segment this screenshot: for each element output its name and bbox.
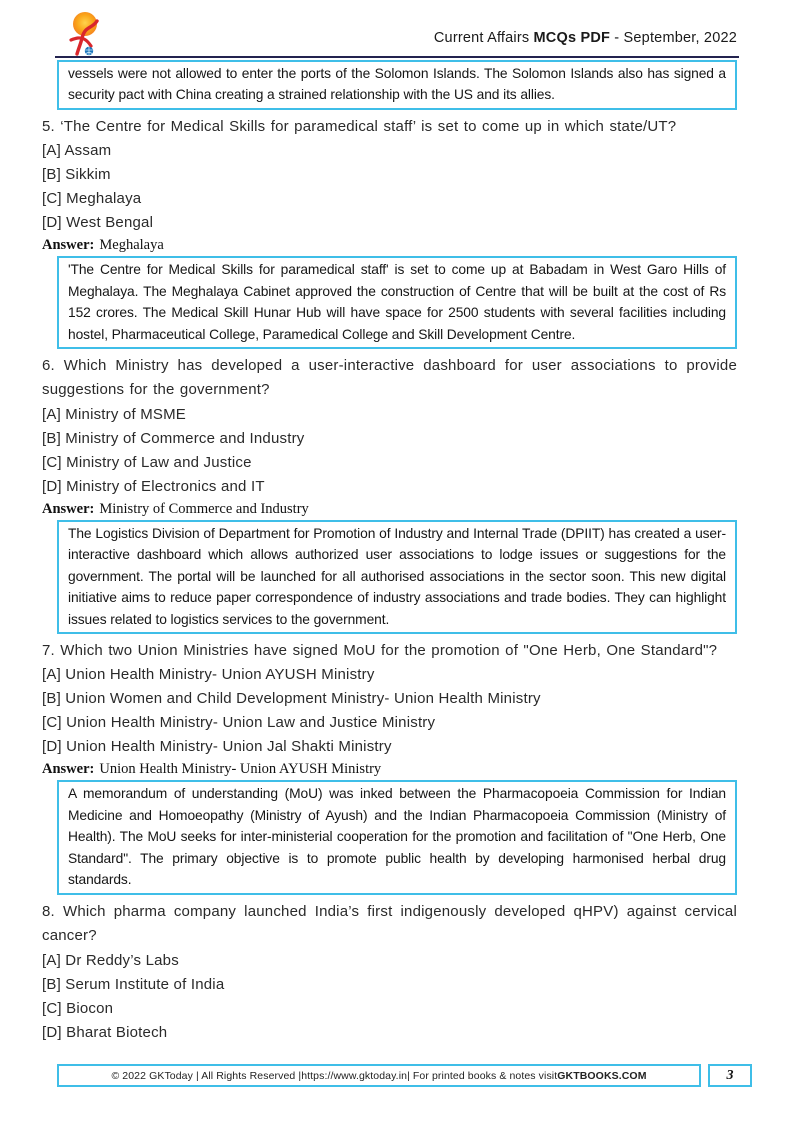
continuation-text: vessels were not allowed to enter the ports of the Solomon Islands. The Solomon Islands also has signed a security pact with China creating a strained relationship with the US and its allies. bbox=[68, 66, 726, 103]
gktbooks-link[interactable]: GKTBOOKS.COM bbox=[557, 1069, 647, 1082]
answer-value: Ministry of Commerce and Industry bbox=[99, 500, 309, 517]
gktoday-logo-icon bbox=[63, 10, 105, 56]
explanation-text: A memorandum of understanding (MoU) was inked between the Pharmacopoeia Commission for Indian Medicine and Homoeopathy (Ministry of Ayush) and the Indian Pharmacopoeia Commission (Ministry of Health). The MoU seeks for inter-ministerial cooperation for the promotion and facilitation of "One Herb, One Standard". The primary objective is to promote public health by developing harmonised herbal drug standards. bbox=[68, 786, 726, 888]
continuation-box bbox=[57, 60, 737, 110]
question-text: 8. Which pharma company launched India’s first indigenously developed qHPV) against cervical cancer? bbox=[42, 902, 737, 944]
option-d: [D] Ministry of Electronics and IT bbox=[42, 477, 265, 495]
answer-value: Union Health Ministry- Union AYUSH Ministry bbox=[99, 761, 382, 778]
question-block-8 bbox=[42, 900, 737, 1045]
header-title bbox=[434, 30, 737, 46]
header-title-pre: Current Affairs bbox=[433, 30, 534, 46]
answer-line bbox=[42, 761, 737, 777]
explanation-box bbox=[57, 520, 737, 634]
page-footer bbox=[57, 1064, 752, 1087]
option-c: [C] Union Health Ministry- Union Law and Justice Ministry bbox=[42, 714, 436, 732]
page-content bbox=[0, 60, 794, 1045]
option-a: [A] Union Health Ministry- Union AYUSH Ministry bbox=[42, 666, 375, 684]
page-number-box bbox=[708, 1064, 752, 1087]
option-c: [C] Biocon bbox=[42, 999, 114, 1017]
option-b: [B] Sikkim bbox=[42, 166, 111, 184]
header-title-bold: MCQs PDF bbox=[533, 30, 611, 46]
header-rule bbox=[55, 56, 739, 58]
option-a: [A] Dr Reddy’s Labs bbox=[42, 951, 179, 969]
question-text: 7. Which two Union Ministries have signed MoU for the promotion of "One Herb, One Standard"? bbox=[42, 641, 718, 659]
copyright-text: © 2022 GKToday | All Rights Reserved | bbox=[111, 1069, 302, 1082]
header-title-post: - September, 2022 bbox=[610, 30, 737, 46]
gktoday-url-link[interactable]: https://www.gktoday.in bbox=[301, 1069, 408, 1082]
footer-mid-text: | For printed books & notes visit bbox=[407, 1069, 558, 1082]
option-a: [A] Ministry of MSME bbox=[42, 405, 187, 423]
question-block-5 bbox=[42, 115, 737, 349]
question-text: 6. Which Ministry has developed a user-interactive dashboard for user associations to provide suggestions for the government? bbox=[42, 356, 737, 399]
answer-line bbox=[42, 237, 737, 253]
explanation-box bbox=[57, 780, 737, 894]
question-block-6 bbox=[42, 354, 737, 634]
answer-label: Answer: bbox=[42, 237, 95, 254]
answer-label: Answer: bbox=[42, 761, 95, 778]
explanation-box bbox=[57, 256, 737, 349]
answer-value: Meghalaya bbox=[99, 237, 164, 254]
option-c: [C] Ministry of Law and Justice bbox=[42, 453, 252, 471]
explanation-text: The Logistics Division of Department for Promotion of Industry and Internal Trade (DPIIT) has created a user-interactive dashboard which allows authorized user associations to lodge issues or suggestions for the government. The portal will be launched for all authorised associations in the sector soon. This new digital initiative aims to reduce paper correspondence of industry associations and trade bodies. They can highlight issues related to logistics services to the government. bbox=[68, 525, 726, 627]
question-text: 5. ‘The Centre for Medical Skills for paramedical staff’ is set to come up in which state/UT? bbox=[42, 117, 677, 135]
option-d: [D] Bharat Biotech bbox=[42, 1023, 168, 1041]
option-b: [B] Ministry of Commerce and Industry bbox=[42, 429, 305, 447]
option-c: [C] Meghalaya bbox=[42, 190, 142, 208]
option-d: [D] West Bengal bbox=[42, 214, 154, 232]
option-d: [D] Union Health Ministry- Union Jal Shakti Ministry bbox=[42, 738, 392, 756]
option-b: [B] Union Women and Child Development Ministry- Union Health Ministry bbox=[42, 690, 541, 708]
answer-line bbox=[42, 501, 737, 517]
question-block-7 bbox=[42, 639, 737, 895]
option-b: [B] Serum Institute of India bbox=[42, 975, 225, 993]
page-header bbox=[0, 0, 794, 56]
page-number: 3 bbox=[726, 1067, 734, 1083]
option-a: [A] Assam bbox=[42, 142, 112, 160]
answer-label: Answer: bbox=[42, 500, 95, 517]
copyright-box bbox=[57, 1064, 701, 1087]
explanation-text: 'The Centre for Medical Skills for paramedical staff' is set to come up at Babadam in West Garo Hills of Meghalaya. The Meghalaya Cabinet approved the construction of Centre that will be built at the cost of Rs 152 crores. The Medical Skill Hunar Hub will have space for 2500 students with several facilities including hostel, Pharmaceutical College, Paramedical College and Skill Development Centre. bbox=[68, 262, 726, 342]
